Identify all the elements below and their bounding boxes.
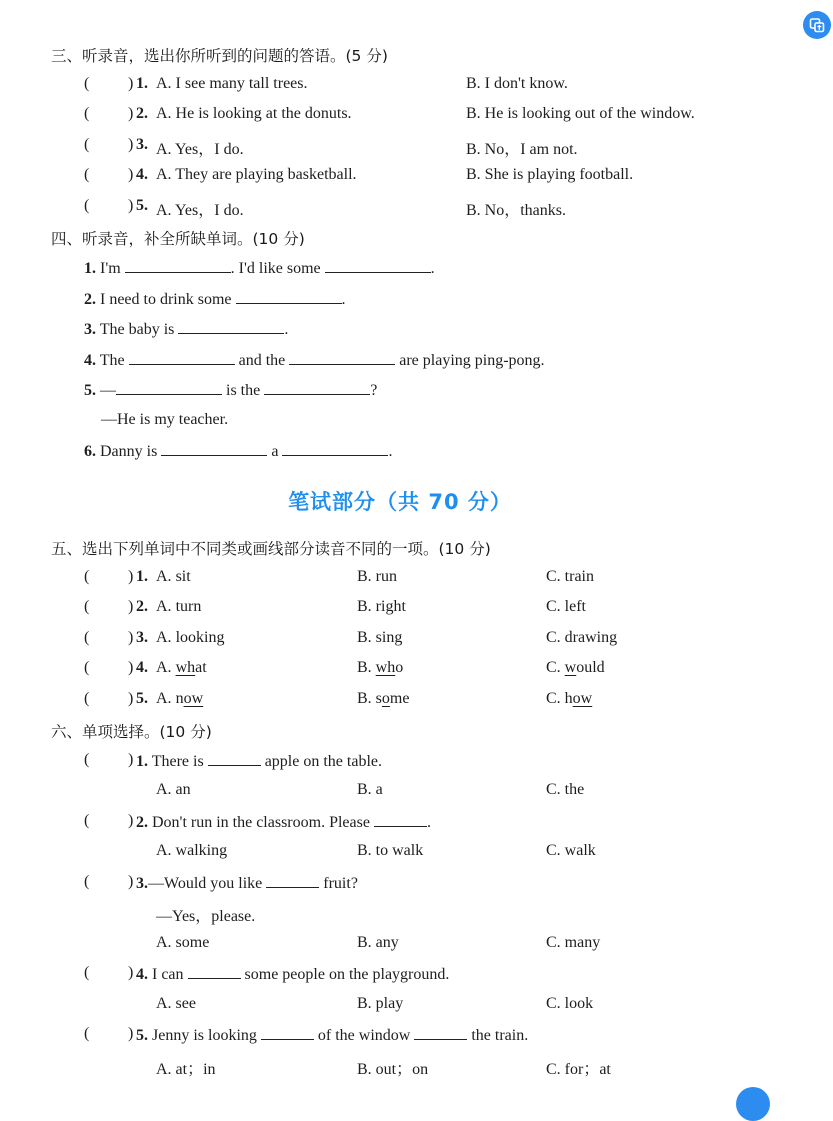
item-number: 3. bbox=[136, 136, 148, 153]
option-b: B. No，I am not. bbox=[466, 141, 578, 158]
question-stem: 5. Jenny is looking of the window the train. bbox=[136, 1027, 529, 1044]
answer-blank[interactable] bbox=[264, 380, 370, 395]
answer-paren-close: ) bbox=[128, 568, 134, 585]
option-a: A. walking bbox=[156, 842, 228, 859]
item-number: 5. bbox=[136, 1027, 148, 1044]
item-number: 1. bbox=[136, 568, 148, 585]
option-c: C. walk bbox=[546, 842, 596, 859]
answer-blank[interactable] bbox=[325, 258, 431, 273]
option-a: A. turn bbox=[156, 598, 202, 615]
answer-paren-close: ) bbox=[128, 751, 134, 768]
answer-paren-close: ) bbox=[128, 136, 134, 153]
item-text: . bbox=[341, 291, 346, 308]
item-text: and the bbox=[238, 352, 286, 369]
answer-paren-close: ) bbox=[128, 873, 134, 890]
option-b: B. right bbox=[357, 598, 406, 615]
s4-item-5 bbox=[84, 380, 377, 400]
option-a: A. They are playing basketball. bbox=[156, 166, 357, 183]
option-b: B. No，thanks. bbox=[466, 202, 567, 219]
answer-blank[interactable] bbox=[116, 380, 222, 395]
underlined-letters: ow bbox=[183, 690, 204, 707]
option-a: A. see bbox=[156, 995, 196, 1012]
question-stem: 2. Don't run in the classroom. Please . bbox=[136, 814, 431, 831]
item-text: a bbox=[271, 443, 279, 460]
answer-paren-open: ( bbox=[84, 598, 90, 615]
answer-paren-close: ) bbox=[128, 598, 134, 615]
item-number: 3. bbox=[84, 321, 96, 338]
item-number: 3. bbox=[136, 629, 148, 646]
item-text: Danny is bbox=[100, 443, 158, 460]
item-text: The bbox=[99, 352, 125, 369]
section-4-heading: 四、听录音，补全所缺单词。(10 分) bbox=[51, 230, 305, 248]
option-a: A. sit bbox=[156, 568, 191, 585]
answer-paren-close: ) bbox=[128, 964, 134, 981]
item-number: 4. bbox=[136, 659, 148, 676]
underlined-letters: ow bbox=[572, 690, 593, 707]
option-b: B. She is playing football. bbox=[466, 166, 634, 183]
answer-paren-open: ( bbox=[84, 751, 90, 768]
option-a: A. Yes，I do. bbox=[156, 202, 244, 219]
answer-paren-open: ( bbox=[84, 873, 90, 890]
item-text: is the bbox=[226, 382, 261, 399]
answer-paren-open: ( bbox=[84, 197, 90, 214]
item-text: are playing ping-pong. bbox=[399, 352, 545, 369]
question-stem: 3.—Would you like fruit? bbox=[136, 875, 358, 892]
option-c: C. look bbox=[546, 995, 594, 1012]
item-text: . bbox=[430, 260, 435, 277]
question-stem: 4. I can some people on the playground. bbox=[136, 966, 450, 983]
option-a: A. at；in bbox=[156, 1061, 216, 1078]
item-number: 2. bbox=[136, 598, 148, 615]
s4-item-4 bbox=[84, 350, 545, 370]
option-b: B. run bbox=[357, 568, 397, 585]
section-3-heading: 三、听录音，选出你所听到的问题的答语。(5 分) bbox=[51, 47, 388, 65]
answer-paren-open: ( bbox=[84, 166, 90, 183]
item-number: 1. bbox=[84, 260, 96, 277]
translate-icon bbox=[809, 17, 825, 33]
underlined-letters: wh bbox=[375, 659, 396, 676]
item-number: 5. bbox=[84, 382, 96, 399]
item-number: 3. bbox=[136, 875, 148, 892]
option-b: B. to walk bbox=[357, 842, 424, 859]
option-a: A. Yes，I do. bbox=[156, 141, 244, 158]
answer-paren-open: ( bbox=[84, 1025, 90, 1042]
answer-paren-close: ) bbox=[128, 659, 134, 676]
answer-paren-close: ) bbox=[128, 75, 134, 92]
item-number: 5. bbox=[136, 197, 148, 214]
option-a: A. some bbox=[156, 934, 210, 951]
answer-blank[interactable] bbox=[261, 1025, 314, 1040]
option-c: C. drawing bbox=[546, 629, 618, 646]
s4-item-1 bbox=[84, 258, 435, 278]
s4-item-3 bbox=[84, 319, 288, 339]
item-text: . I'd like some bbox=[230, 260, 321, 277]
question-stem: 1. There is apple on the table. bbox=[136, 753, 382, 770]
item-number: 5. bbox=[136, 690, 148, 707]
answer-blank[interactable] bbox=[236, 289, 342, 304]
answer-paren-close: ) bbox=[128, 197, 134, 214]
underlined-letters: wh bbox=[175, 659, 196, 676]
answer-blank[interactable] bbox=[125, 258, 231, 273]
option-c: C. train bbox=[546, 568, 594, 585]
answer-paren-open: ( bbox=[84, 964, 90, 981]
s4-item-6 bbox=[84, 441, 392, 461]
option-c: C. left bbox=[546, 598, 586, 615]
option-b: B. any bbox=[357, 934, 399, 951]
option-c: C. would bbox=[546, 659, 605, 676]
item-number: 4. bbox=[136, 966, 148, 983]
answer-paren-open: ( bbox=[84, 659, 90, 676]
floating-button[interactable] bbox=[736, 1087, 770, 1121]
answer-blank[interactable] bbox=[208, 751, 261, 766]
translate-button[interactable] bbox=[803, 11, 831, 39]
answer-paren-close: ) bbox=[128, 812, 134, 829]
option-a: A. an bbox=[156, 781, 191, 798]
answer-paren-open: ( bbox=[84, 690, 90, 707]
item-number: 2. bbox=[84, 291, 96, 308]
part-title: 笔试部分（共 70 分） bbox=[288, 490, 512, 514]
option-b: B. sing bbox=[357, 629, 403, 646]
option-b: B. He is looking out of the window. bbox=[466, 105, 695, 122]
answer-paren-open: ( bbox=[84, 75, 90, 92]
answer-paren-close: ) bbox=[128, 629, 134, 646]
option-b: B. some bbox=[357, 690, 410, 707]
option-a: A. now bbox=[156, 690, 204, 707]
option-a: A. I see many tall trees. bbox=[156, 75, 308, 92]
option-b: B. out；on bbox=[357, 1061, 429, 1078]
answer-paren-open: ( bbox=[84, 136, 90, 153]
answer-blank[interactable] bbox=[282, 441, 388, 456]
answer-paren-close: ) bbox=[128, 166, 134, 183]
item-text: The baby is bbox=[99, 321, 175, 338]
s4-item-5-reply: —He is my teacher. bbox=[101, 411, 229, 428]
answer-blank[interactable] bbox=[129, 350, 235, 365]
option-c: C. the bbox=[546, 781, 585, 798]
answer-blank[interactable] bbox=[188, 964, 241, 979]
option-c: C. how bbox=[546, 690, 593, 707]
answer-paren-close: ) bbox=[128, 690, 134, 707]
item-number: 1. bbox=[136, 753, 148, 770]
answer-paren-open: ( bbox=[84, 568, 90, 585]
answer-blank[interactable] bbox=[161, 441, 267, 456]
answer-paren-close: ) bbox=[128, 1025, 134, 1042]
item-number: 4. bbox=[84, 352, 96, 369]
item-number: 2. bbox=[136, 814, 148, 831]
section-5-heading: 五、选出下列单词中不同类或画线部分读音不同的一项。(10 分) bbox=[51, 540, 491, 558]
answer-blank[interactable] bbox=[289, 350, 395, 365]
section-6-heading: 六、单项选择。(10 分) bbox=[51, 723, 212, 741]
answer-paren-close: ) bbox=[128, 105, 134, 122]
item-text: I'm bbox=[100, 260, 121, 277]
option-a: A. what bbox=[156, 659, 207, 676]
item-text: . bbox=[388, 443, 393, 460]
item-number: 1. bbox=[136, 75, 148, 92]
item-number: 2. bbox=[136, 105, 148, 122]
option-b: B. a bbox=[357, 781, 383, 798]
answer-paren-open: ( bbox=[84, 812, 90, 829]
option-c: C. many bbox=[546, 934, 601, 951]
answer-paren-open: ( bbox=[84, 629, 90, 646]
answer-blank[interactable] bbox=[374, 812, 427, 827]
underlined-letters: w bbox=[564, 659, 577, 676]
item-number: 4. bbox=[136, 166, 148, 183]
answer-blank[interactable] bbox=[414, 1025, 467, 1040]
option-a: A. looking bbox=[156, 629, 225, 646]
answer-blank[interactable] bbox=[266, 873, 319, 888]
item-text: — bbox=[100, 382, 116, 399]
s4-item-2 bbox=[84, 289, 346, 309]
item-text: ? bbox=[370, 382, 378, 399]
item-number: 6. bbox=[84, 443, 96, 460]
item-text: . bbox=[284, 321, 289, 338]
option-c: C. for；at bbox=[546, 1061, 611, 1078]
underlined-letters: o bbox=[381, 690, 390, 707]
answer-blank[interactable] bbox=[178, 319, 284, 334]
option-b: B. play bbox=[357, 995, 404, 1012]
option-b: B. I don't know. bbox=[466, 75, 568, 92]
option-b: B. who bbox=[357, 659, 404, 676]
option-a: A. He is looking at the donuts. bbox=[156, 105, 352, 122]
question-reply: —Yes，please. bbox=[156, 908, 256, 925]
item-text: I need to drink some bbox=[100, 291, 232, 308]
answer-paren-open: ( bbox=[84, 105, 90, 122]
